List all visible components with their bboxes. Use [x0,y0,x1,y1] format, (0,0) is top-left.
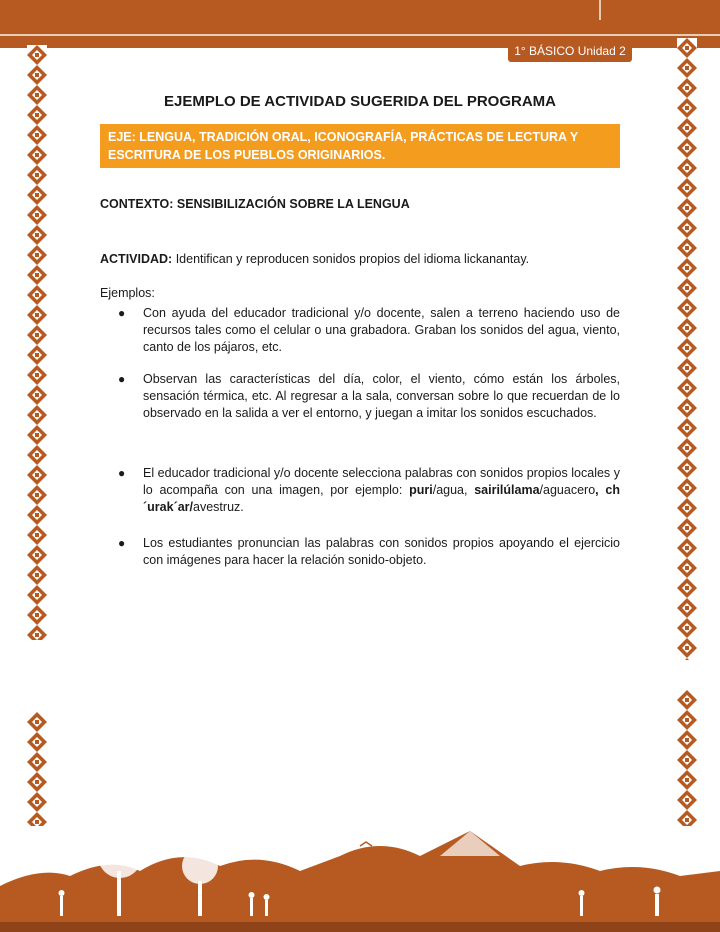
examples-label: Ejemplos: [100,286,155,300]
list-item-text [143,465,620,516]
meaning-avestruz: avestruz. [193,500,244,514]
comma: , [595,483,599,497]
list-item-text: Con ayuda del educador tradicional y/o docente, salen a terreno haciendo uso de recursos tales como el celular o una grabadora. Graban los sonidos del agua, viento, canto de los pájaros, etc. [143,306,620,354]
word-puri: puri [409,483,433,497]
right-pattern-border-top [677,38,697,660]
meaning-agua: /agua, [432,483,475,497]
eje-banner: EJE: LENGUA, TRADICIÓN ORAL, ICONOGRAFÍA, PRÁCTICAS DE LECTURA Y ESCRITURA DE LOS PUEBLOS ORIGINARIOS. [100,124,620,168]
bullet-dot: ● [118,536,126,550]
bullet-dot: ● [118,306,126,320]
landscape-footer-illustration [0,826,720,932]
page-title: EJEMPLO DE ACTIVIDAD SUGERIDA DEL PROGRAMA [164,93,556,110]
context-heading: CONTEXTO: SENSIBILIZACIÓN SOBRE LA LENGUA [100,197,410,211]
meaning-aguacero: /aguacero [539,483,596,497]
activity-text: Identifican y reproducen sonidos propios del idioma lickanantay. [172,252,530,266]
list-item-text: Los estudiantes pronuncian las palabras con sonidos propios apoyando el ejercicio con imágenes para hacer la relación sonido-objeto. [143,536,620,567]
header-rule [0,34,720,36]
word-sairilulama: sairilúlama [474,483,540,497]
list-item-intro: El educador tradicional y/o docente selecciona palabras con sonidos propios locales y lo acompaña con una imagen, por ejemplo: [143,466,620,497]
header-tick [599,0,601,20]
grade-unit-badge: 1° BÁSICO Unidad 2 [508,40,632,62]
activity-line [100,252,620,266]
activity-label: ACTIVIDAD: [100,252,173,266]
bullet-dot: ● [118,372,126,386]
word-churakar: ch´urak´ar/ [143,483,620,514]
bullet-dot: ● [118,466,126,480]
left-pattern-border-top [27,45,47,640]
list-item-text: Observan las características del día, color, el viento, cómo están los árboles, sensación térmica, etc. Al regresar a la sala, conversan sobre lo que recuerdan de lo observado en la salida a ver el entorno, y juegan a imitar los sonidos escuchados. [143,372,620,420]
